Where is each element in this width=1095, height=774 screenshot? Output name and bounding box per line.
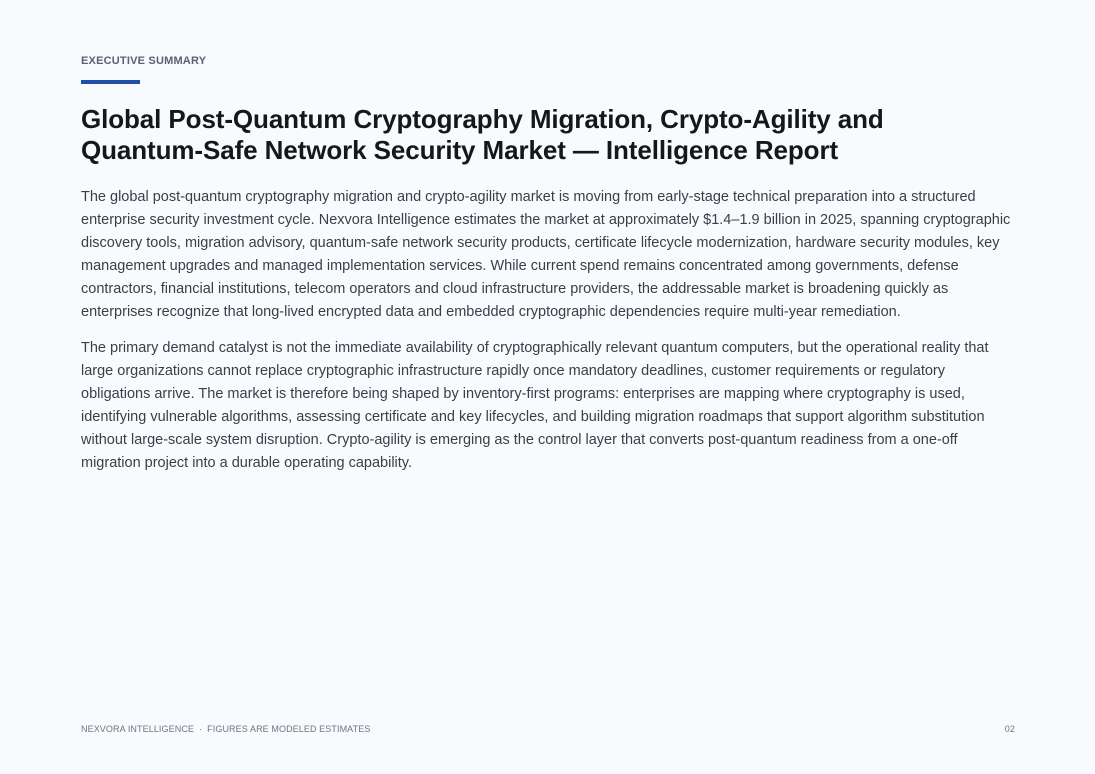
accent-bar bbox=[81, 80, 140, 84]
page-footer bbox=[81, 724, 1015, 738]
page-title bbox=[81, 104, 1015, 166]
title-line-1: Global Post-Quantum Cryptography Migration, Crypto-Agility and bbox=[81, 104, 884, 134]
footer-note: FIGURES ARE MODELED ESTIMATES bbox=[207, 724, 371, 734]
summary-paragraph-2: The primary demand catalyst is not the immediate availability of cryptographically relevant quantum computers, but the operational reality that large organizations cannot replace cryptographic infrastructure rapidly once mandatory deadlines, customer requirements or regulatory obligations arrive. The market is therefore being shaped by inventory-first programs: enterprises are mapping where cryptography is used, identifying vulnerable algorithms, assessing certificate and key lifecycles, and building migration roadmaps that support algorithm substitution without large-scale system disruption. Crypto-agility is emerging as the control layer that converts post-quantum readiness from a one-off migration project into a durable operating capability. bbox=[81, 340, 989, 471]
footer-left bbox=[81, 724, 370, 734]
footer-separator: · bbox=[199, 724, 203, 734]
title-line-2: Quantum-Safe Network Security Market — Intelligence Report bbox=[81, 135, 839, 165]
page-number: 02 bbox=[1004, 724, 1015, 734]
report-page bbox=[81, 0, 1015, 774]
summary-body bbox=[81, 186, 1015, 488]
section-eyebrow: EXECUTIVE SUMMARY bbox=[81, 55, 207, 67]
footer-brand: NEXVORA INTELLIGENCE bbox=[81, 724, 195, 734]
summary-paragraph-1: The global post-quantum cryptography migration and crypto-agility market is moving from early-stage technical preparation into a structured enterprise security investment cycle. Nexvora Intelligence estimates the market at approximately $1.4–1.9 billion in 2025, spanning cryptographic discovery tools, migration advisory, quantum-safe network security products, certificate lifecycle modernization, hardware security modules, key management upgrades and managed implementation services. While current spend remains concentrated among governments, defense contractors, financial institutions, telecom operators and cloud infrastructure providers, the addressable market is broadening quickly as enterprises recognize that long-lived encrypted data and embedded cryptographic dependencies require multi-year remediation. bbox=[81, 189, 1011, 320]
